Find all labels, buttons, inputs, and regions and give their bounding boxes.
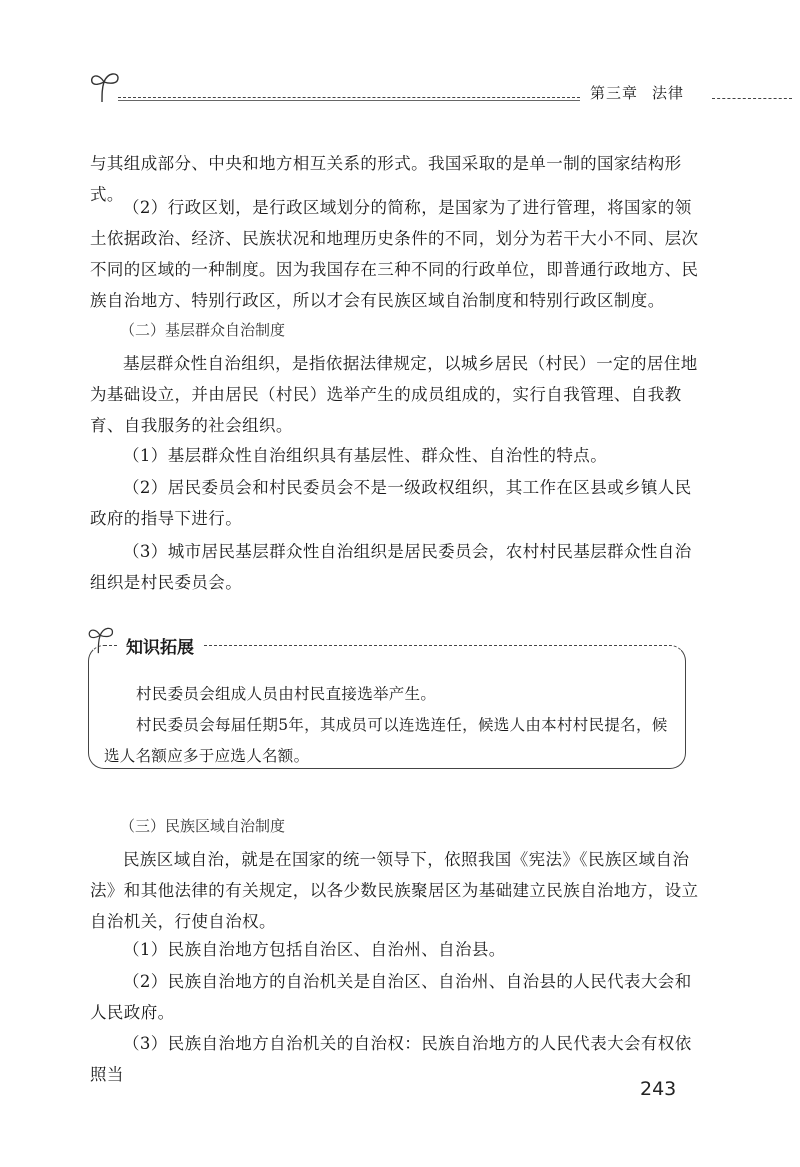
running-head: [590, 82, 698, 103]
paragraph: （3）民族自治地方自治机关的自治权：民族自治地方的人民代表大会有权依照当: [90, 1034, 692, 1084]
paragraph: （3）城市居民基层群众性自治组织是居民委员会，农村村民基层群众性自治组织是村民委员会。: [90, 542, 692, 592]
paragraph: （2）行政区划，是行政区域划分的简称，是国家为了进行管理，将国家的领土依据政治、经济、民族状况和地理历史条件的不同，划分为若干大小不同、层次不同的区域的一种制度。因为我国存在三种不同的行政单位，即普通行政地方、民族自治地方、特别行政区，所以才会有民族区域自治制度和特别行政区制度。: [90, 198, 699, 310]
section-heading: （二）基层群众自治制度: [120, 321, 286, 339]
box-text-line: 村民委员会组成人员由村民直接选举产生。: [136, 685, 437, 703]
paragraph: 民族区域自治，就是在国家的统一领导下，依照我国《宪法》《民族区域自治法》和其他法律的有关规定，以各少数民族聚居区为基础建立民族自治地方，设立自治机关，行使自治权。: [90, 850, 699, 931]
page-header: [0, 60, 800, 110]
page-number: 243: [640, 1078, 677, 1100]
box-title-wrap: [118, 633, 202, 658]
sprout-icon: [88, 68, 122, 104]
header-divider-solid: [118, 100, 580, 101]
chapter-title: 法律: [652, 84, 685, 102]
knowledge-extension-box: [88, 638, 686, 769]
paragraph: （1）民族自治地方包括自治区、自治州、自治县。: [123, 940, 506, 959]
header-divider-right: [712, 98, 792, 99]
box-text-line: 村民委员会每届任期5年，其成员可以连选连任，候选人由本村村民提名，候选人名额应多于应选人名额。: [104, 716, 668, 765]
paragraph: （1）基层群众性自治组织具有基层性、群众性、自治性的特点。: [123, 446, 608, 465]
sprout-icon: [86, 623, 116, 655]
paragraph: （2）居民委员会和村民委员会不是一级政权组织，其工作在区县或乡镇人民政府的指导下进行。: [90, 478, 692, 528]
chapter-label: 第三章: [590, 84, 639, 102]
section-heading: （三）民族区域自治制度: [120, 817, 286, 835]
box-title: 知识拓展: [126, 638, 194, 658]
header-divider: [118, 97, 580, 98]
paragraph: 基层群众性自治组织，是指依据法律规定，以城乡居民（村民）一定的居住地为基础设立，并由居民（村民）选举产生的成员组成的，实行自我管理、自我教育、自我服务的社会组织。: [90, 354, 698, 435]
paragraph: （2）民族自治地方的自治机关是自治区、自治州、自治县的人民代表大会和人民政府。: [90, 972, 692, 1022]
paragraph: 与其组成部分、中央和地方相互关系的形式。我国采取的是单一制的国家结构形式。: [90, 154, 682, 204]
